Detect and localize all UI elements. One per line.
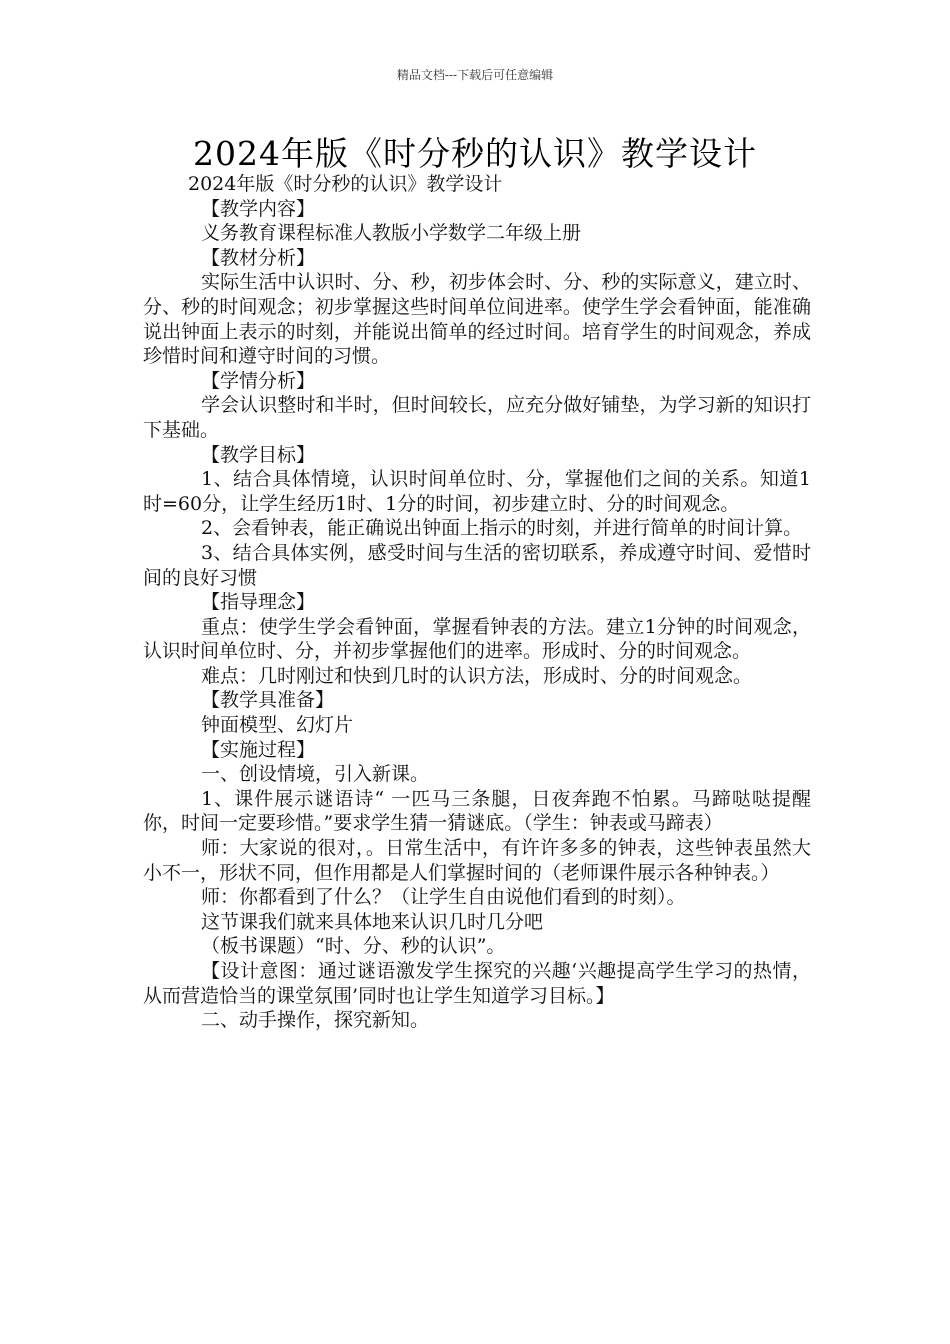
paragraph: 实际生活中认识时、分、秒，初步体会时、分、秒的实际意义，建立时、分、秒的时间观念；初步掌握这些时间单位间进率。使学生学会看钟面，能准确说出钟面上表示的时刻，并能说出简单的经过时间。培育学生的时间观念，养成珍惜时间和遵守时间的习惯。	[143, 271, 811, 368]
paragraph: 【教学内容】	[201, 197, 316, 220]
paragraph: 重点：使学生学会看钟面，掌握看钟表的方法。建立1分钟的时间观念，认识时间单位时、分，并初步掌握他们的进率。形成时、分的时间观念。	[143, 615, 811, 663]
paragraph: 【学情分析】	[201, 369, 316, 392]
page-header: 精品文档---下载后可任意编辑	[396, 68, 554, 82]
paragraph: 【教材分析】	[201, 246, 316, 269]
paragraph: 2024年版《时分秒的认识》教学设计	[188, 173, 503, 195]
document-title: 2024年版《时分秒的认识》教学设计	[193, 134, 757, 173]
paragraph: 难点：几时刚过和快到几时的认识方法，形成时、分的时间观念。	[201, 664, 753, 687]
paragraph: （板书课题）“时、分、秒的认识”。	[201, 935, 506, 958]
paragraph: 这节课我们就来具体地来认识几时几分吧	[201, 910, 544, 933]
paragraph: 2、会看钟表，能正确说出钟面上指示的时刻，并进行简单的时间计算。	[201, 517, 803, 540]
paragraph: 学会认识整时和半时，但时间较长，应充分做好铺垫，为学习新的知识打下基础。	[143, 394, 811, 441]
paragraph: 【指导理念】	[201, 591, 316, 614]
paragraph: 1、结合具体情境，认识时间单位时、分，掌握他们之间的关系。知道1时=60分，让学生经历1时、1分的时间，初步建立时、分的时间观念。	[143, 468, 811, 515]
paragraph: 3、结合具体实例，感受时间与生活的密切联系，养成遵守时间、爱惜时间的良好习惯	[143, 541, 811, 589]
paragraph: 钟面模型、幻灯片	[201, 714, 354, 737]
paragraph: 师：你都看到了什么？（让学生自由说他们看到的时刻）。	[201, 886, 686, 909]
paragraph: 义务教育课程标准人教版小学数学二年级上册	[201, 222, 582, 245]
document-body	[143, 172, 811, 1033]
paragraph: 【实施过程】	[201, 738, 316, 761]
paragraph: 【教学目标】	[201, 443, 316, 466]
paragraph: 师：大家说的很对，。日常生活中，有许许多多的钟表，这些钟表虽然大小不一，形状不同，但作用都是人们掌握时间的（老师课件展示各种钟表。）	[143, 837, 811, 884]
paragraph: 1、课件展示谜语诗“ 一匹马三条腿，日夜奔跑不怕累。马蹄哒哒提醒你，时间一定要珍惜。”要求学生猜一猜谜底。（学生：钟表或马蹄表）	[143, 787, 811, 835]
paragraph: 【教学具准备】	[201, 689, 335, 712]
paragraph: 二、动手操作，探究新知。	[201, 1009, 430, 1032]
paragraph: 【设计意图：通过谜语激发学生探究的兴趣‘兴趣提高学生学习的热情，从而营造恰当的课堂氛围’同时也让学生知道学习目标。】	[143, 960, 811, 1007]
paragraph: 一、创设情境，引入新课。	[201, 763, 430, 786]
